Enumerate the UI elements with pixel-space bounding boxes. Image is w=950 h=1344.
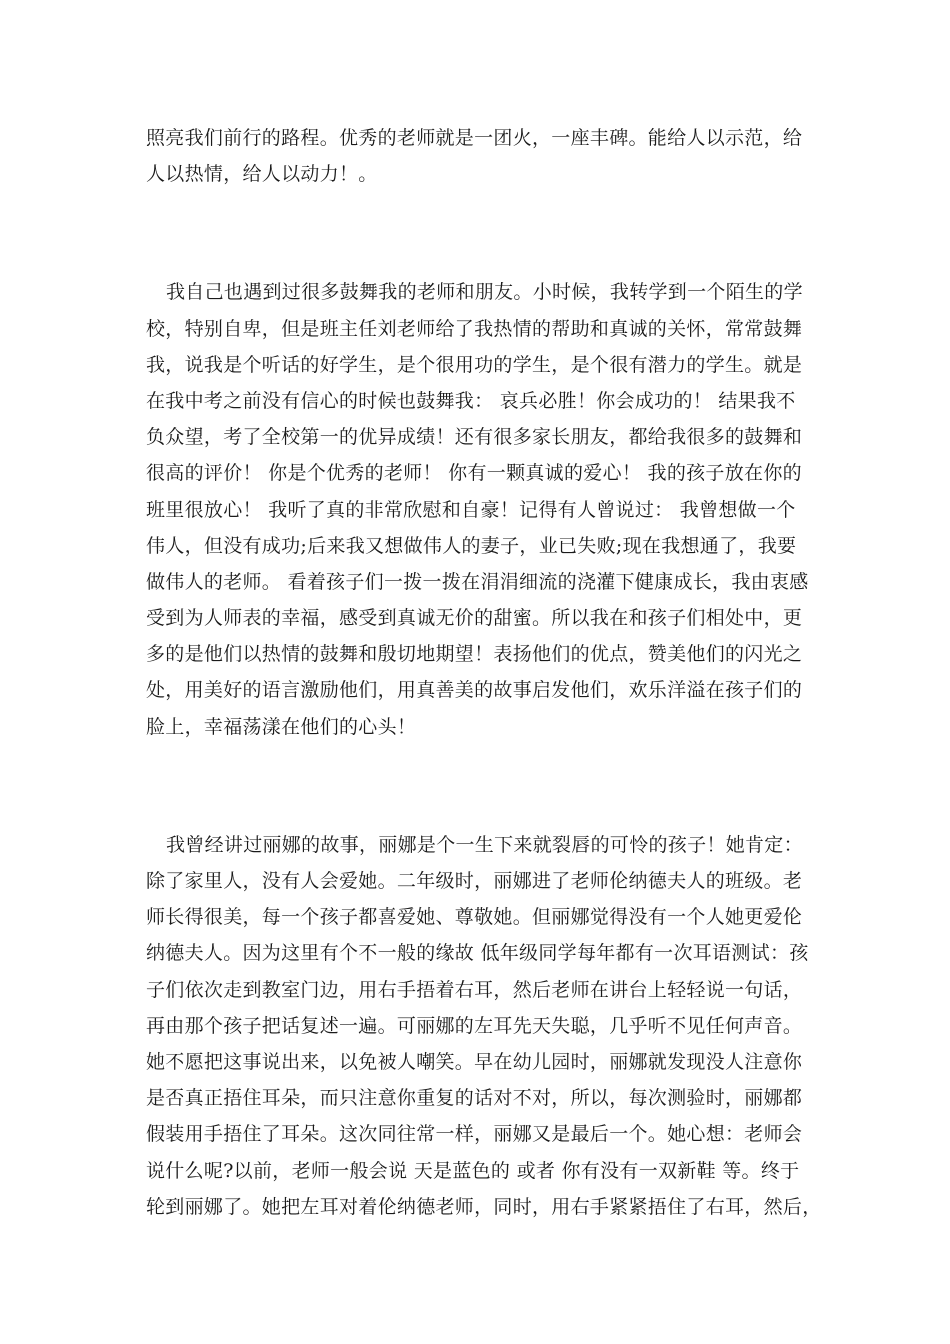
text-line: 再由那个孩子把话复述一遍。可丽娜的左耳先天失聪，几乎听不见任何声音。 — [146, 1014, 803, 1037]
paragraph-3 — [146, 827, 822, 1225]
text-line: 校，特别自卑，但是班主任刘老师给了我热情的帮助和真诚的关怀，常常鼓舞 — [146, 317, 803, 340]
paragraph-1 — [146, 120, 806, 192]
text-line: 很高的评价！ 你是个优秀的老师！ 你有一颗真诚的爱心！ 我的孩子放在你的 — [146, 462, 802, 485]
paragraph-2 — [146, 274, 809, 744]
document-page — [146, 120, 822, 1225]
text-line: 说什么呢?以前，老师一般会说 天是蓝色的 或者 你有没有一双新鞋 等。终于 — [146, 1159, 800, 1182]
text-line: 班里很放心！ 我听了真的非常欣慰和自豪！记得有人曾说过： 我曾想做一个 — [146, 498, 796, 521]
text-line: 她不愿把这事说出来，以免被人嘲笑。早在幼儿园时，丽娜就发现没人注意你 — [146, 1050, 803, 1073]
text-line: 人以热情，给人以动力！。 — [146, 163, 378, 186]
text-line: 多的是他们以热情的鼓舞和殷切地期望！表扬他们的优点，赞美他们的闪光之 — [146, 643, 803, 666]
text-line: 处，用美好的语言激励他们，用真善美的故事启发他们，欢乐洋溢在孩子们的 — [146, 679, 803, 702]
text-line: 我，说我是个听话的好学生，是个很用功的学生，是个很有潜力的学生。就是 — [146, 353, 803, 376]
text-line: 子们依次走到教室门边，用右手捂着右耳，然后老师在讲台上轻轻说一句话， — [146, 978, 803, 1001]
text-line: 我自己也遇到过很多鼓舞我的老师和朋友。小时候，我转学到一个陌生的学 — [166, 281, 803, 304]
text-line: 假装用手捂住了耳朵。这次同往常一样，丽娜又是最后一个。她心想：老师会 — [146, 1123, 803, 1146]
text-line: 纳德夫人。因为这里有个不一般的缘故 低年级同学每年都有一次耳语测试：孩 — [146, 942, 809, 965]
text-line: 负众望，考了全校第一的优异成绩！还有很多家长朋友，都给我很多的鼓舞和 — [146, 426, 803, 449]
text-line: 我曾经讲过丽娜的故事，丽娜是个一生下来就裂唇的可怜的孩子！她肯定： — [166, 833, 803, 856]
text-line: 照亮我们前行的路程。优秀的老师就是一团火，一座丰碑。能给人以示范，给 — [146, 127, 803, 149]
text-line: 脸上，幸福荡漾在他们的心头！ — [146, 715, 417, 738]
text-line: 师长得很美，每一个孩子都喜爱她、尊敬她。但丽娜觉得没有一个人她更爱伦 — [146, 906, 803, 929]
text-line: 除了家里人，没有人会爱她。二年级时，丽娜进了老师伦纳德夫人的班级。老 — [146, 870, 803, 892]
text-line: 是否真正捂住耳朵，而只注意你重复的话对不对，所以，每次测验时，丽娜都 — [146, 1087, 803, 1110]
text-line: 在我中考之前没有信心的时候也鼓舞我： 哀兵必胜！你会成功的！ 结果我不 — [146, 389, 796, 412]
text-line: 受到为人师表的幸福，感受到真诚无价的甜蜜。所以我在和孩子们相处中，更 — [146, 607, 803, 630]
text-line: 伟人，但没有成功;后来我又想做伟人的妻子，业已失败;现在我想通了，我要 — [146, 534, 797, 557]
text-line: 轮到丽娜了。她把左耳对着伦纳德老师，同时，用右手紧紧捂住了右耳，然后， — [146, 1195, 822, 1218]
text-line: 做伟人的老师。 看着孩子们一拨一拨在涓涓细流的浇灌下健康成长，我由衷感 — [146, 570, 809, 593]
